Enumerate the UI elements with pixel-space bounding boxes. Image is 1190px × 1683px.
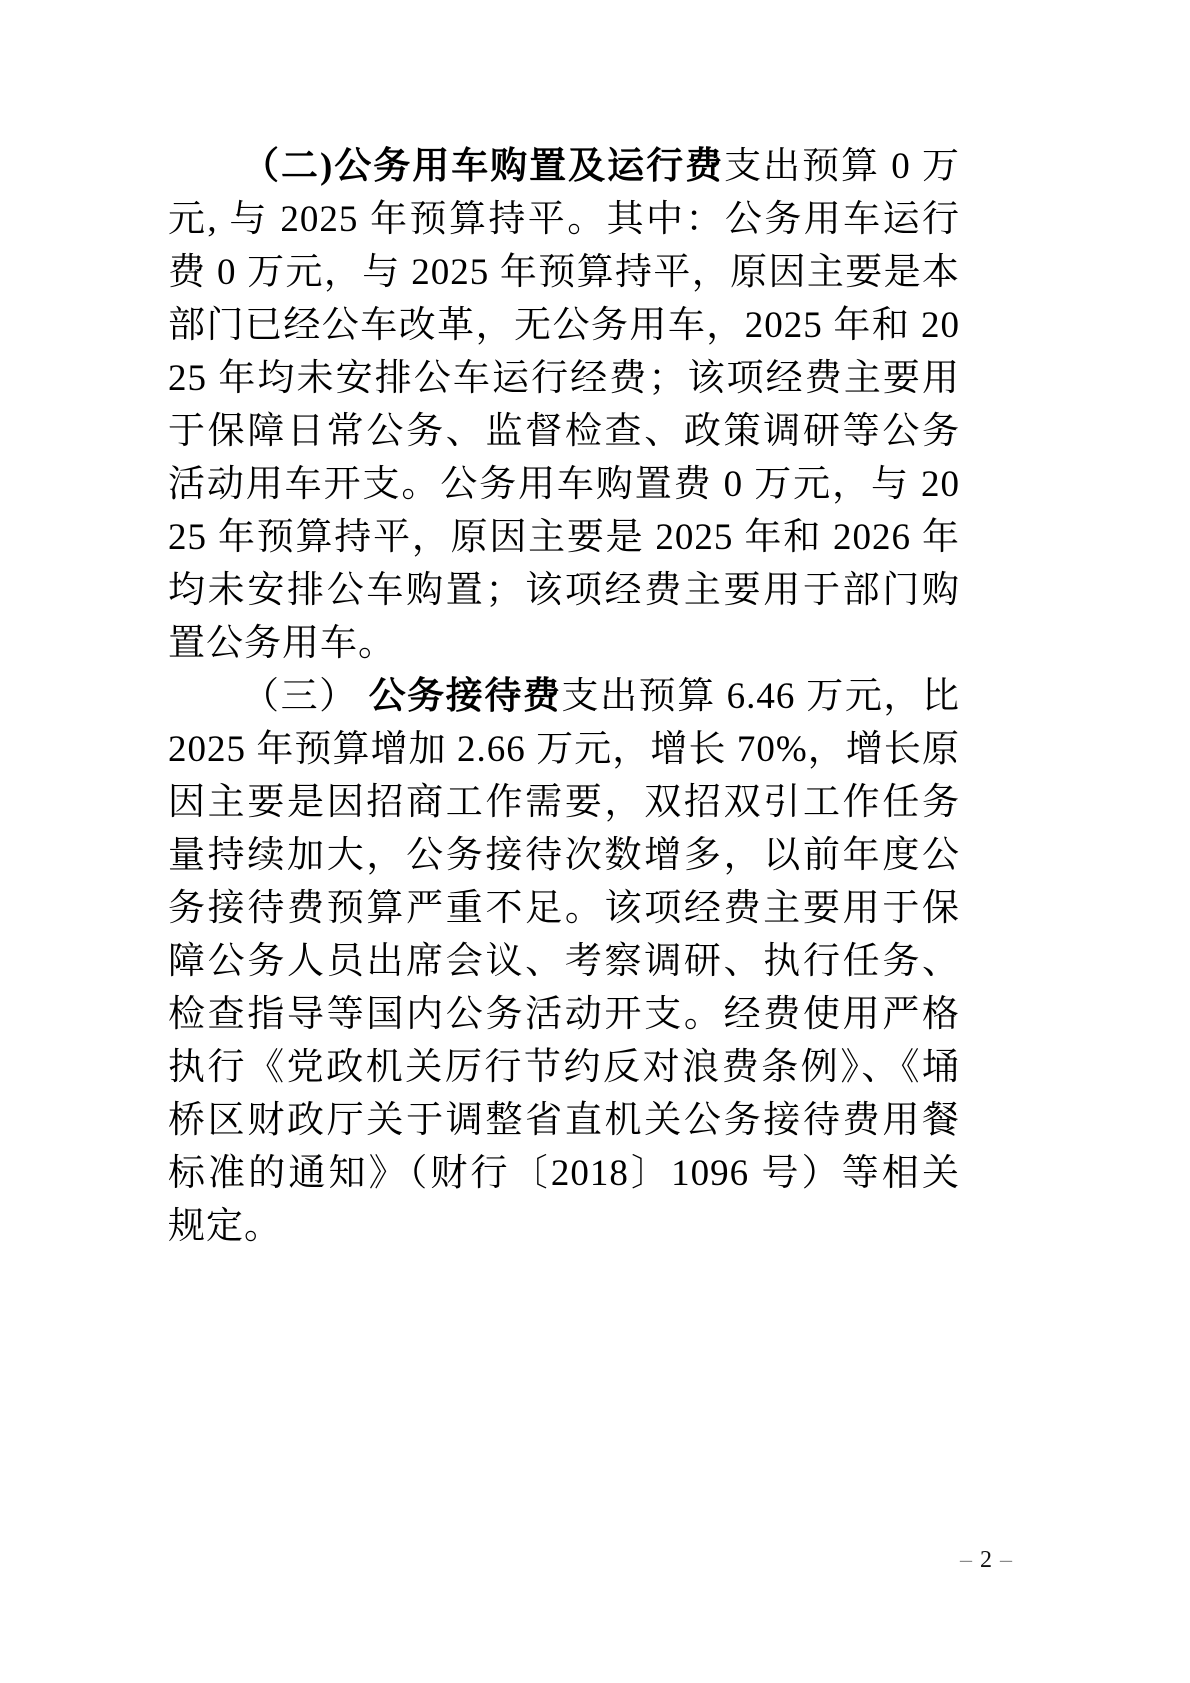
paragraph-heading: 公务接待费 <box>368 676 562 717</box>
paragraph-lead: （三） <box>242 676 369 717</box>
page-footer <box>960 1546 1012 1574</box>
page-number: 2 <box>980 1547 992 1573</box>
footer-dash-right: – <box>1000 1547 1012 1573</box>
footer-dash-left: – <box>960 1547 972 1573</box>
paragraph-text: 支出预算 6.46 万元，比 2025 年预算增加 2.66 万元，增长 70%，增长原因主要是因招商工作需要，双招双引工作任务量持续加大，公务接待次数增多，以前年度公务接待费预算严重不足。该项经费主要用于保障公务人员出席会议、考察调研、执行任务、检查指导等国内公务活动开支。经费使用严格执行《党政机关厉行节约反对浪费条例》、《埇桥区财政厅关于调整省直机关公务接待费用餐标准的通知》（财行〔2018〕1096 号）等相关规定。 <box>168 676 961 1247</box>
paragraph-reception-expenses <box>168 670 960 1253</box>
paragraph-vehicle-expenses <box>168 140 960 670</box>
paragraph-text: 支出预算 0 万元, 与 2025 年预算持平。其中：公务用车运行费 0 万元，与 2025 年预算持平，原因主要是本部门已经公车改革，无公务用车，2025 年和 2025 年均未安排公车运行经费；该项经费主要用于保障日常公务、监督检查、政策调研等公务活动用车开支。公务用车购置费 0 万元，与 2025 年预算持平，原因主要是 2025 年和 2026 年均未安排公车购置；该项经费主要用于部门购置公务用车。 <box>168 146 961 664</box>
document-body <box>168 140 960 1253</box>
paragraph-heading: （二)公务用车购置及运行费 <box>242 146 725 187</box>
